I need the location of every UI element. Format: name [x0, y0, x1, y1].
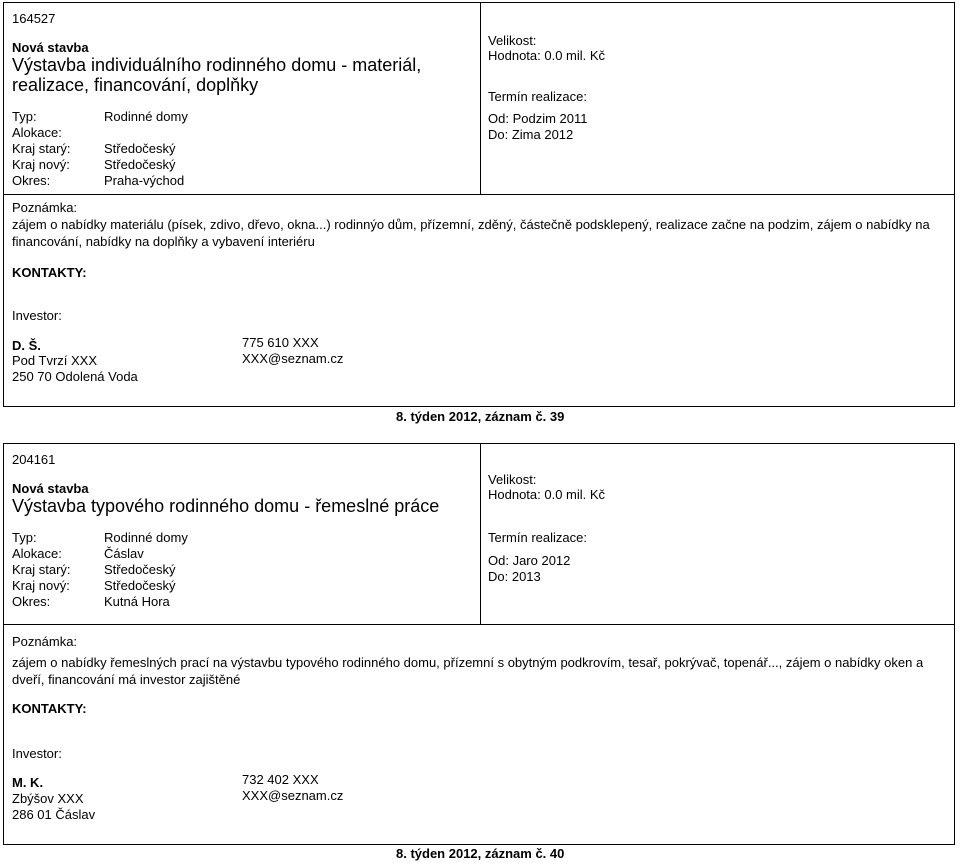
field-value-type: Rodinné domy — [104, 109, 188, 124]
field-label-type: Typ: — [12, 109, 37, 124]
column-divider — [480, 3, 481, 194]
field-label-type: Typ: — [12, 530, 37, 545]
record-kind: Nová stavba — [12, 40, 89, 55]
term-to: Do: 2013 — [488, 569, 541, 584]
field-value-allocation: Čáslav — [104, 546, 144, 561]
column-divider — [480, 444, 481, 624]
note-label: Poznámka: — [12, 634, 78, 649]
field-value-new-region: Středočeský — [104, 578, 176, 593]
field-label-district: Okres: — [12, 173, 51, 188]
record-title: Výstavba individuálního rodinného domu - materiál, realizace, financování, doplňky — [12, 55, 422, 95]
note-text: zájem o nabídky řemeslných prací na výstavbu typového rodinného domu, přízemní s obytným podkrovím, tesař, pokrývač, topenář..., zájem o nabídky oken a dveří, financování má investor zajištěné — [12, 655, 924, 687]
investor-street: Zbýšov XXX — [12, 791, 84, 806]
field-label-district: Okres: — [12, 594, 51, 609]
field-value-type: Rodinné domy — [104, 530, 188, 545]
investor-street: Pod Tvrzí XXX — [12, 353, 98, 368]
investor-label: Investor: — [12, 308, 62, 323]
size-label: Velikost: — [488, 472, 537, 487]
record-header-row — [4, 3, 954, 195]
investor-city: 250 70 Odolená Voda — [12, 369, 138, 384]
field-label-old-region: Kraj starý: — [12, 141, 71, 156]
record-kind: Nová stavba — [12, 481, 89, 496]
investor-phone: 732 402 XXX — [242, 772, 319, 787]
note-label: Poznámka: — [12, 200, 78, 215]
record-card — [3, 2, 955, 407]
field-value-allocation — [104, 125, 188, 141]
term-label: Termín realizace: — [488, 89, 587, 104]
term-from: Od: Jaro 2012 — [488, 553, 571, 568]
investor-email: XXX@seznam.cz — [242, 788, 344, 803]
field-value-new-region: Středočeský — [104, 157, 176, 172]
field-label-new-region: Kraj nový: — [12, 157, 70, 172]
investor-email: XXX@seznam.cz — [242, 351, 344, 366]
term-to: Do: Zima 2012 — [488, 127, 574, 142]
note-text: zájem o nabídky materiálu (písek, zdivo, dřevo, okna...) rodinnýo dům, přízemní, zděný, částečně podsklepený, realizace začne na podzim, zájem o nabídky na financování, nabídky na doplňky a vybavení interiéru — [12, 217, 930, 249]
field-label-new-region: Kraj nový: — [12, 578, 70, 593]
field-value-old-region: Středočeský — [104, 141, 176, 156]
field-labels — [12, 530, 71, 610]
field-value-district: Kutná Hora — [104, 594, 170, 609]
record-footer: 8. týden 2012, záznam č. 39 — [396, 409, 565, 424]
investor-name: M. K. — [12, 775, 44, 790]
size-value: Hodnota: 0.0 mil. Kč — [488, 48, 606, 63]
investor-label: Investor: — [12, 746, 62, 761]
field-label-old-region: Kraj starý: — [12, 562, 71, 577]
field-values — [104, 530, 188, 610]
term-label: Termín realizace: — [488, 530, 587, 545]
record-card — [3, 443, 955, 845]
contacts-heading: KONTAKTY: — [12, 265, 87, 280]
record-footer: 8. týden 2012, záznam č. 40 — [396, 846, 565, 861]
size-label: Velikost: — [488, 33, 537, 48]
field-label-allocation: Alokace: — [12, 125, 62, 140]
field-value-old-region: Středočeský — [104, 562, 176, 577]
term-from: Od: Podzim 2011 — [488, 111, 588, 126]
size-value: Hodnota: 0.0 mil. Kč — [488, 487, 606, 502]
field-label-allocation: Alokace: — [12, 546, 62, 561]
investor-city: 286 01 Čáslav — [12, 807, 96, 822]
record-id: 164527 — [12, 11, 56, 26]
record-id: 204161 — [12, 452, 56, 467]
investor-name: D. Š. — [12, 338, 41, 353]
record-header-row — [4, 444, 954, 625]
contacts-heading: KONTAKTY: — [12, 701, 87, 716]
record-title: Výstavba typového rodinného domu - řemeslné práce — [12, 496, 440, 516]
field-value-district: Praha-východ — [104, 173, 185, 188]
field-values — [104, 109, 188, 189]
investor-phone: 775 610 XXX — [242, 335, 319, 350]
field-labels — [12, 109, 71, 189]
